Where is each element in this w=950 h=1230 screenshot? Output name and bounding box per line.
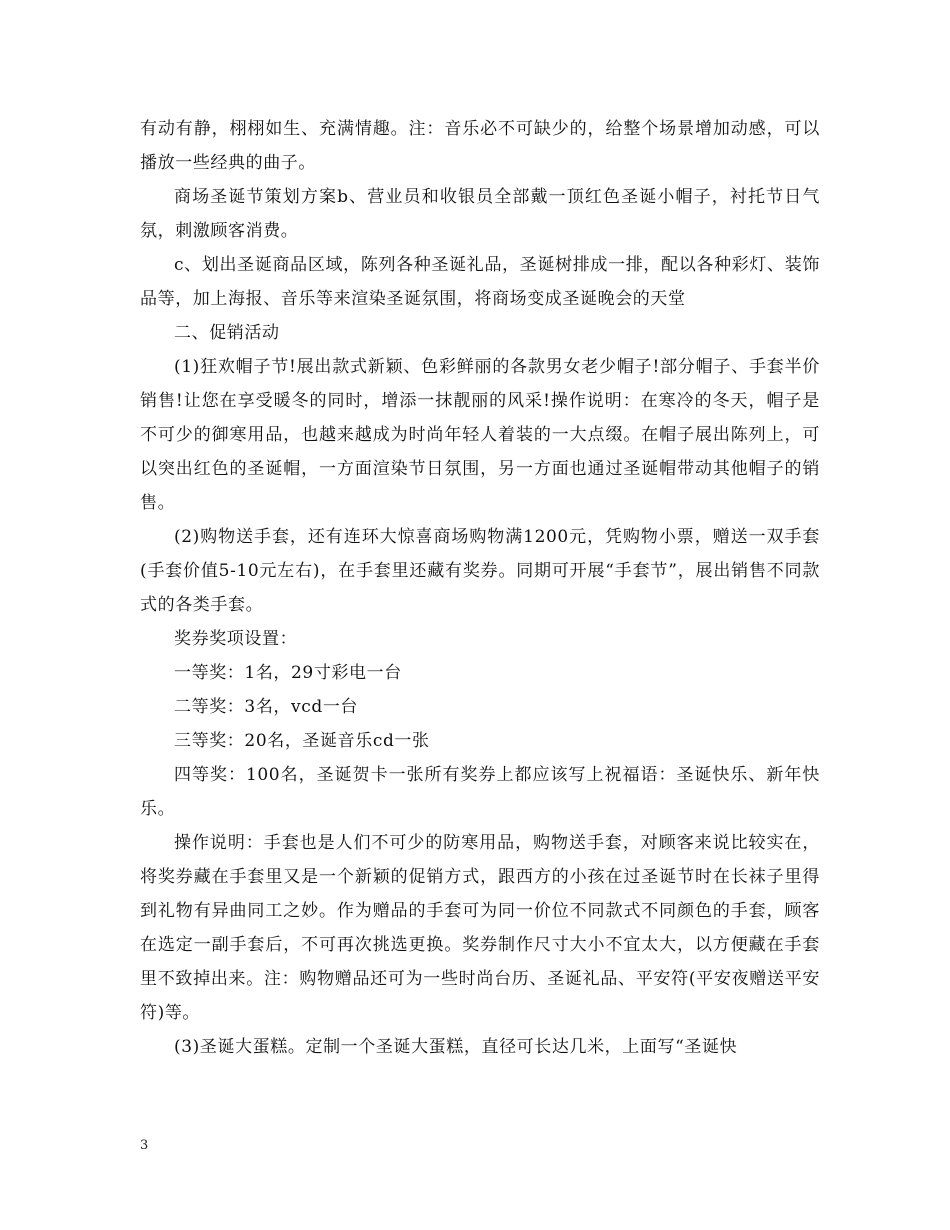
paragraph: 商场圣诞节策划方案b、营业员和收银员全部戴一顶红色圣诞小帽子，衬托节日气氛，刺激顾客消费。	[140, 187, 820, 241]
prize-item: 三等奖：20名，圣诞音乐cd一张	[174, 731, 430, 751]
prize-list-heading: 奖券奖项设置：	[174, 629, 298, 649]
paragraph: (2)购物送手套，还有连环大惊喜商场购物满1200元，凭购物小票，赠送一双手套(手套价值5-10元左右)，在手套里还藏有奖券。同期可开展“手套节”，展出销售不同款式的各类手套。	[140, 527, 820, 615]
prize-item: 四等奖：100名，圣诞贺卡一张所有奖券上都应该写上祝福语：圣诞快乐、新年快乐。	[140, 765, 820, 819]
paragraph: (3)圣诞大蛋糕。定制一个圣诞大蛋糕，直径可长达几米，上面写“圣诞快	[174, 1037, 738, 1057]
paragraph: c、划出圣诞商品区域，陈列各种圣诞礼品，圣诞树排成一排，配以各种彩灯、装饰品等，加上海报、音乐等来渲染圣诞氛围，将商场变成圣诞晚会的天堂	[140, 255, 820, 309]
section-heading: 二、促销活动	[174, 323, 280, 343]
prize-item: 一等奖：1名，29寸彩电一台	[174, 663, 402, 683]
document-body	[140, 112, 820, 1064]
paragraph: 有动有静，栩栩如生、充满情趣。注：音乐必不可缺少的，给整个场景增加动感，可以播放一些经典的曲子。	[140, 119, 820, 173]
paragraph: 操作说明：手套也是人们不可少的防寒用品，购物送手套，对顾客来说比较实在，将奖券藏在手套里又是一个新颖的促销方式，跟西方的小孩在过圣诞节时在长袜子里得到礼物有异曲同工之妙。作为赠品的手套可为同一价位不同款式不同颜色的手套，顾客在选定一副手套后，不可再次挑选更换。奖券制作尺寸大小不宜太大，以方便藏在手套里不致掉出来。注：购物赠品还可为一些时尚台历、圣诞礼品、平安符(平安夜赠送平安符)等。	[140, 833, 820, 1023]
prize-item: 二等奖：3名，vcd一台	[174, 697, 359, 717]
page-number: 3	[140, 1138, 149, 1153]
paragraph: (1)狂欢帽子节!展出款式新颖、色彩鲜丽的各款男女老少帽子!部分帽子、手套半价销售!让您在享受暖冬的同时，增添一抹靓丽的风采!操作说明：在寒冷的冬天，帽子是不可少的御寒用品，也越来越成为时尚年轻人着装的一大点缀。在帽子展出陈列上，可以突出红色的圣诞帽，一方面渲染节日氛围，另一方面也通过圣诞帽带动其他帽子的销售。	[140, 357, 820, 513]
